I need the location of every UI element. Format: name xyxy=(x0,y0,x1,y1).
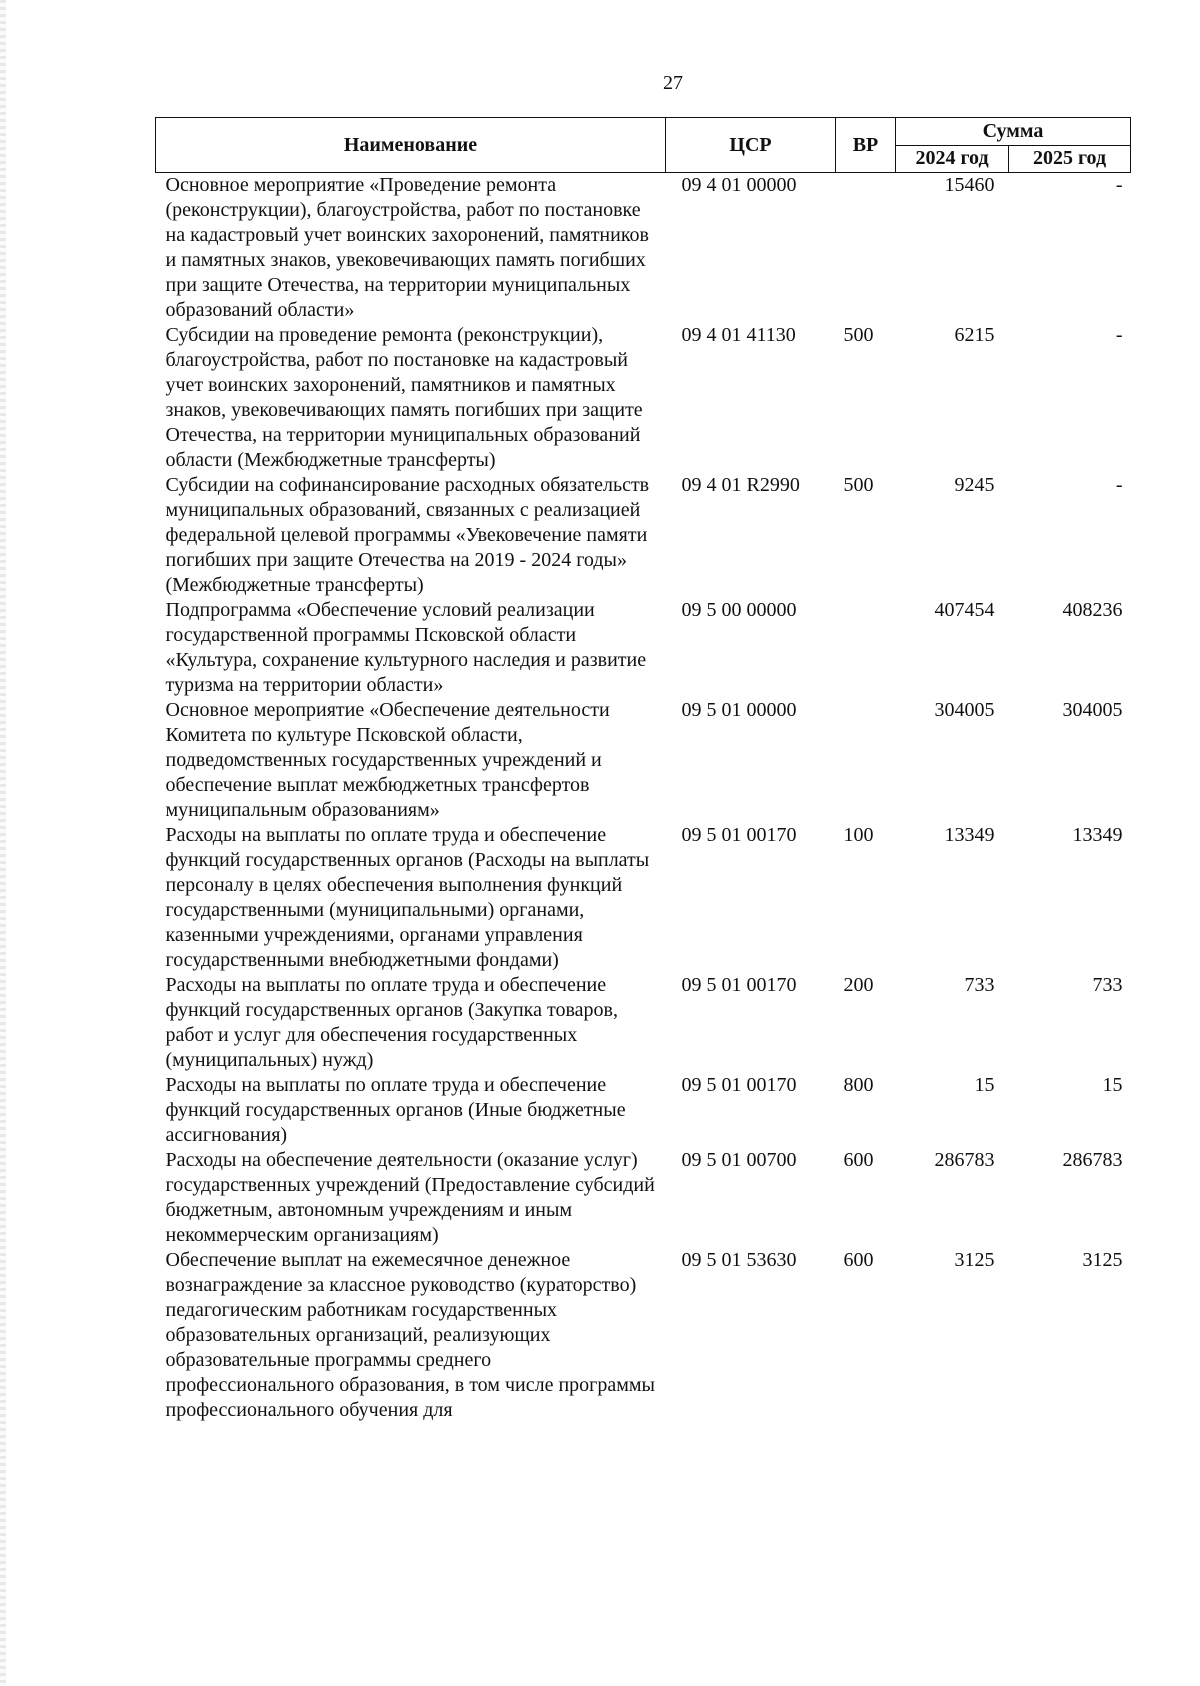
row-name: Основное мероприятие «Проведение ремонта (реконструкции), благоустройства, работ по постановке на кадастровый учет воинских захоронений, памятников и памятных знаков, увековечивающих память погибших при защите Отечества, на территории муниципальных образований области» xyxy=(165,174,649,321)
row-csr: 09 5 01 00700 xyxy=(681,1149,797,1171)
row-vr: 600 xyxy=(843,1149,874,1171)
row-sum-2024: 6215 xyxy=(954,324,995,346)
row-name: Расходы на обеспечение деятельности (оказание услуг) государственных учреждений (Предоставление субсидий бюджетным, автономным учреждениям и иным некоммерческим организациям) xyxy=(165,1149,655,1246)
row-csr: 09 5 01 00170 xyxy=(681,1074,797,1096)
table-row xyxy=(156,823,1131,973)
header-csr: ЦСР xyxy=(666,118,836,173)
table-row xyxy=(156,698,1131,823)
header-year-2024: 2024 год xyxy=(896,145,1009,173)
row-vr: 800 xyxy=(843,1074,874,1096)
row-sum-2025: - xyxy=(1115,474,1123,496)
row-sum-2024: 304005 xyxy=(934,699,995,721)
page-number: 27 xyxy=(663,72,683,94)
row-csr: 09 5 01 00170 xyxy=(681,824,797,846)
row-sum-2024: 733 xyxy=(964,974,995,996)
header-sum: Сумма xyxy=(896,118,1131,146)
table-row xyxy=(156,598,1131,698)
row-csr: 09 5 01 00000 xyxy=(681,699,797,721)
row-sum-2025: 286783 xyxy=(1062,1149,1123,1171)
row-name: Расходы на выплаты по оплате труда и обеспечение функций государственных органов (Закупка товаров, работ и услуг для обеспечения государственных (муниципальных) нужд) xyxy=(165,974,618,1071)
budget-table xyxy=(155,117,1131,1423)
row-vr: 600 xyxy=(843,1249,874,1271)
row-sum-2024: 15 xyxy=(974,1074,995,1096)
row-sum-2025: 13349 xyxy=(1072,824,1123,846)
row-name: Расходы на выплаты по оплате труда и обеспечение функций государственных органов (Иные бюджетные ассигнования) xyxy=(165,1074,626,1146)
row-csr: 09 5 01 00170 xyxy=(681,974,797,996)
table-row xyxy=(156,973,1131,1073)
row-name: Основное мероприятие «Обеспечение деятельности Комитета по культуре Псковской области, подведомственных государственных учреждений и обеспечение выплат межбюджетных трансфертов муниципальным образованиям» xyxy=(165,699,610,821)
row-sum-2024: 3125 xyxy=(954,1249,995,1271)
table-row xyxy=(156,1073,1131,1148)
row-csr: 09 4 01 41130 xyxy=(681,324,796,346)
row-csr: 09 5 00 00000 xyxy=(681,599,797,621)
table-row xyxy=(156,1148,1131,1248)
table-row xyxy=(156,473,1131,598)
row-name: Субсидии на проведение ремонта (реконструкции), благоустройства, работ по постановке на кадастровый учет воинских захоронений, памятников и памятных знаков, увековечивающих память погибших при защите Отечества, на территории муниципальных образований области (Межбюджетные трансферты) xyxy=(165,324,643,471)
row-sum-2025: 3125 xyxy=(1082,1249,1123,1271)
row-csr: 09 5 01 53630 xyxy=(681,1249,797,1271)
header-year-2025: 2025 год xyxy=(1009,145,1131,173)
header-name: Наименование xyxy=(156,118,666,173)
row-name: Субсидии на софинансирование расходных обязательств муниципальных образований, связанных с реализацией федеральной целевой программы «Увековечение памяти погибших при защите Отечества на 2019 - 2024 годы» (Межбюджетные трансферты) xyxy=(165,474,650,596)
table-row xyxy=(156,323,1131,473)
row-sum-2025: 408236 xyxy=(1062,599,1123,621)
row-vr: 100 xyxy=(843,824,874,846)
header-vr: ВР xyxy=(836,118,896,173)
row-sum-2024: 13349 xyxy=(944,824,995,846)
row-csr: 09 4 01 00000 xyxy=(681,174,797,196)
row-name: Подпрограмма «Обеспечение условий реализации государственной программы Псковской области «Культура, сохранение культурного наследия и развитие туризма на территории области» xyxy=(165,599,647,696)
row-vr: 200 xyxy=(843,974,874,996)
row-sum-2025: - xyxy=(1115,324,1123,346)
scan-edge xyxy=(0,0,6,1686)
row-name: Расходы на выплаты по оплате труда и обеспечение функций государственных органов (Расходы на выплаты персоналу в целях обеспечения выполнения функций государственными (муниципальными) органами, казенными учреждениями, органами управления государственными внебюджетными фондами) xyxy=(165,824,650,971)
row-csr: 09 4 01 R2990 xyxy=(681,474,800,496)
row-sum-2024: 407454 xyxy=(934,599,995,621)
row-vr: 500 xyxy=(843,324,874,346)
row-sum-2024: 9245 xyxy=(954,474,995,496)
row-sum-2025: 733 xyxy=(1092,974,1123,996)
row-sum-2025: 304005 xyxy=(1062,699,1123,721)
table-row xyxy=(156,173,1131,324)
table-row xyxy=(156,1248,1131,1423)
row-vr: 500 xyxy=(843,474,874,496)
row-vr xyxy=(836,173,896,324)
row-name: Обеспечение выплат на ежемесячное денежное вознаграждение за классное руководство (кураторство) педагогическим работникам государственных образовательных организаций, реализующих образовательные программы среднего профессионального образования, в том числе программы профессионального обучения для xyxy=(165,1249,655,1421)
row-sum-2024: 286783 xyxy=(934,1149,995,1171)
row-sum-2024: 15460 xyxy=(944,174,995,196)
row-sum-2025: 15 xyxy=(1102,1074,1123,1096)
row-vr xyxy=(836,698,896,823)
row-sum-2025: - xyxy=(1115,174,1123,196)
row-vr xyxy=(836,598,896,698)
